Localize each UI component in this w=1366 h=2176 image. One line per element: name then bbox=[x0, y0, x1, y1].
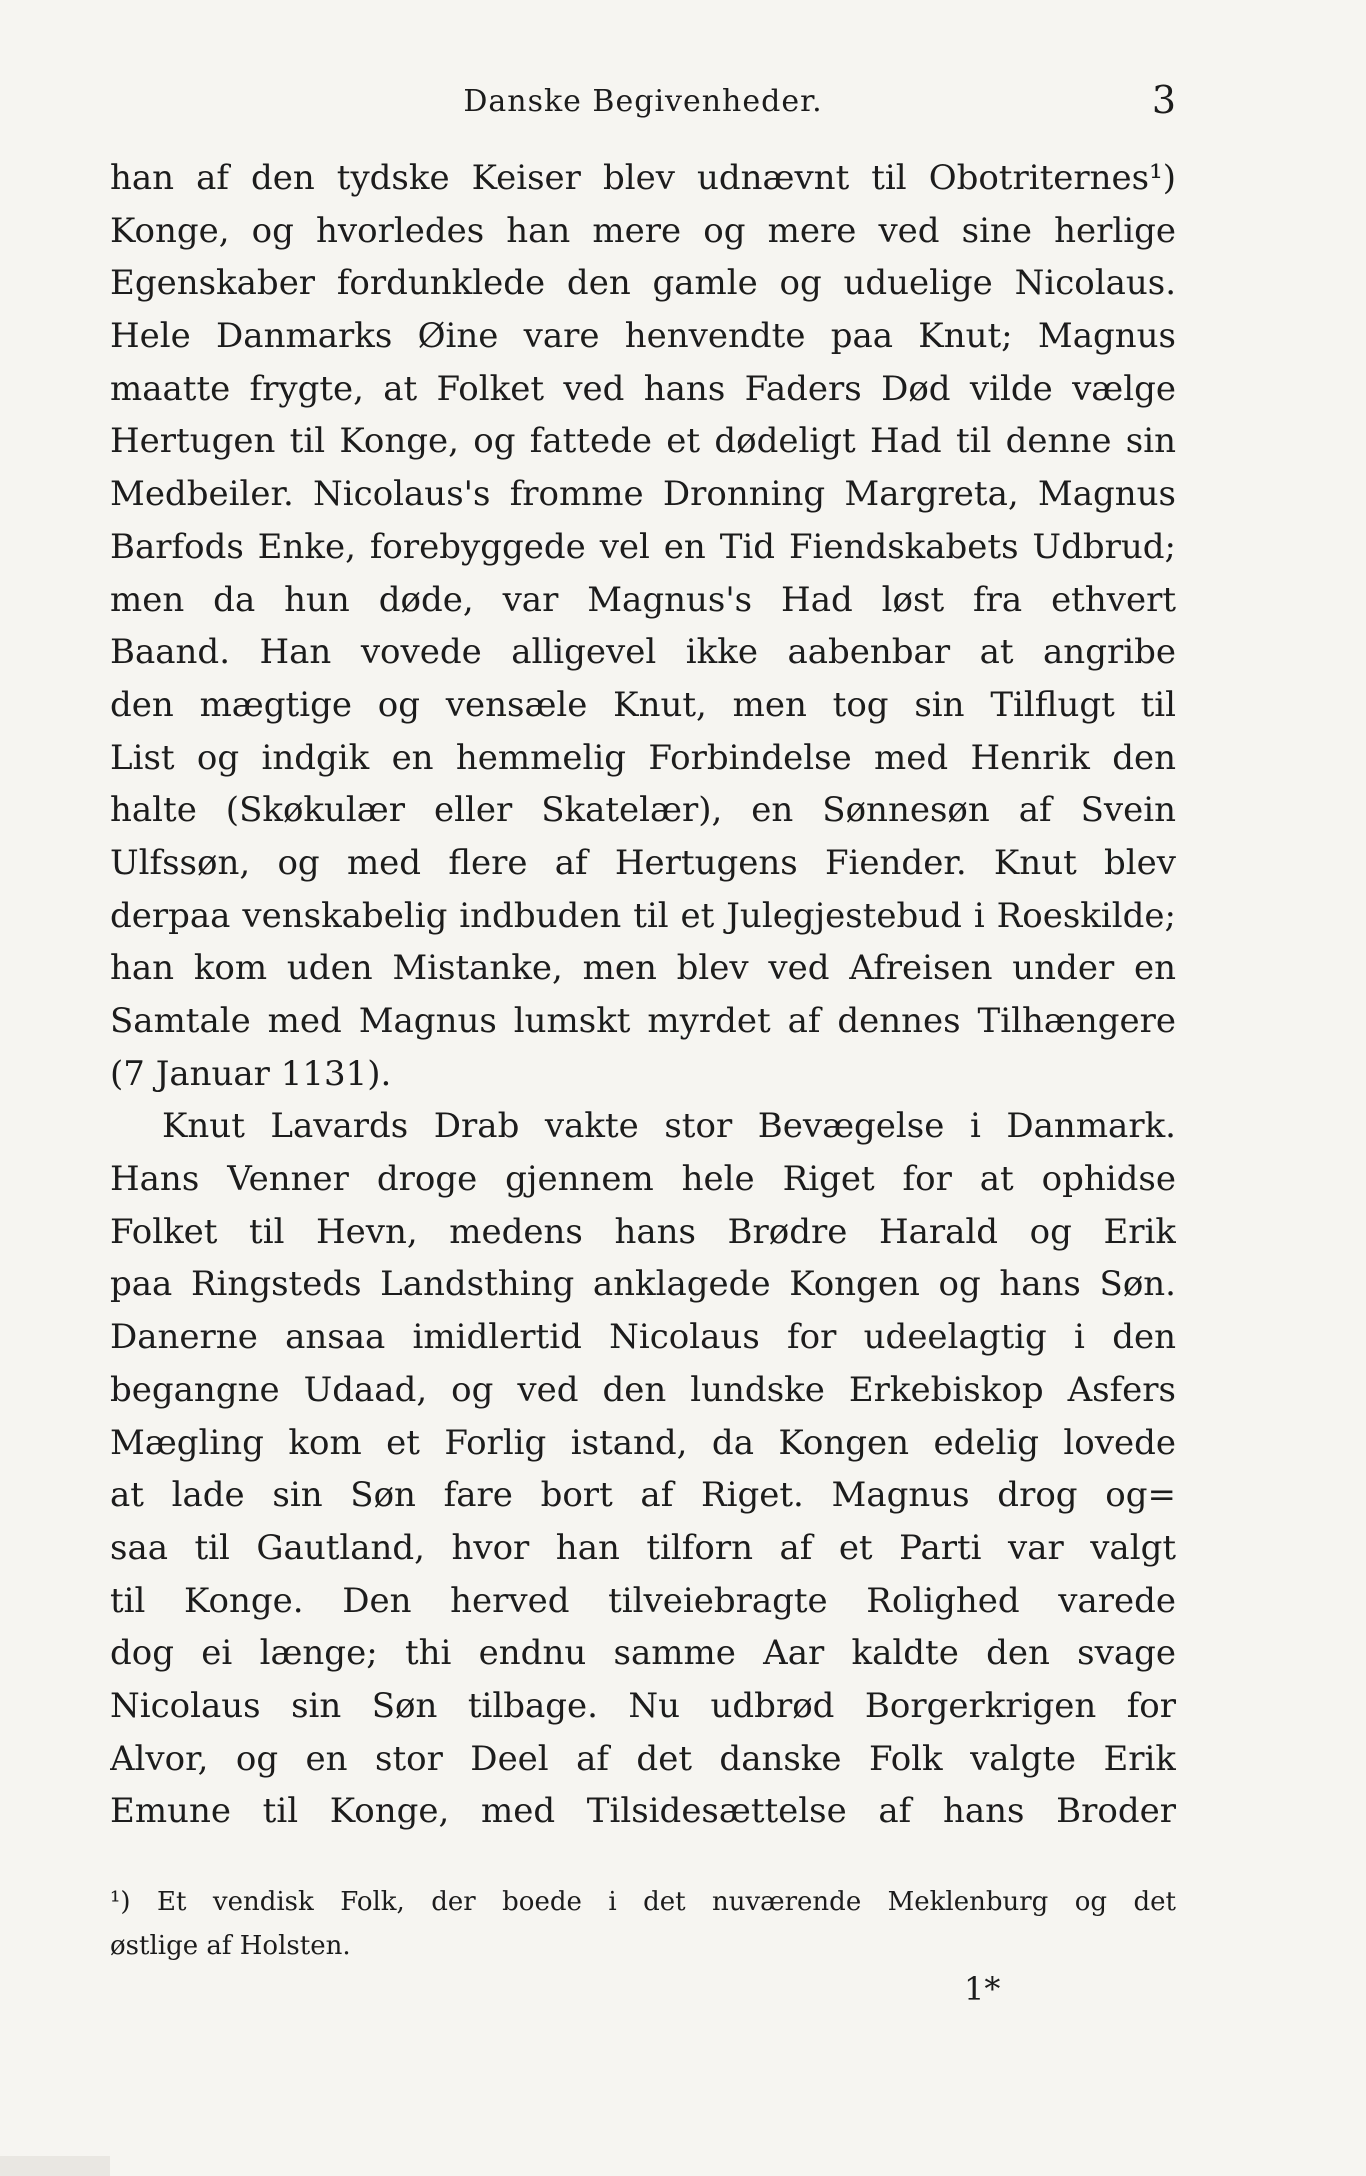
text-line: til Konge. Den herved tilveiebragte Rolighed varede bbox=[110, 1580, 1176, 1621]
text-line: Knut Lavards Drab vakte stor Bevægelse i Danmark. bbox=[162, 1106, 1176, 1147]
text-line: Folket til Hevn, medens hans Brødre Harald og Erik bbox=[110, 1211, 1176, 1252]
text-line: men da hun døde, var Magnus's Had løst fra ethvert bbox=[110, 579, 1176, 620]
page-edge bbox=[0, 2156, 110, 2176]
text-line: Barfods Enke, forebyggede vel en Tid Fiendskabets Udbrud; bbox=[110, 526, 1176, 567]
text-line: begangne Udaad, og ved den lundske Erkebiskop Asfers bbox=[110, 1369, 1176, 1410]
text-line: halte (Skøkulær eller Skatelær), en Sønnesøn af Svein bbox=[110, 790, 1176, 831]
text-line: derpaa venskabelig indbuden til et Julegjestebud i Roeskilde; bbox=[110, 895, 1176, 936]
text-line: saa til Gautland, hvor han tilforn af et Parti var valgt bbox=[110, 1527, 1176, 1568]
text-line: Alvor, og en stor Deel af det danske Folk valgte Erik bbox=[110, 1738, 1176, 1779]
text-line: Hans Venner droge gjennem hele Riget for at ophidse bbox=[110, 1159, 1176, 1200]
text-line: maatte frygte, at Folket ved hans Faders Død vilde vælge bbox=[110, 368, 1176, 409]
text-line: Nicolaus sin Søn tilbage. Nu udbrød Borgerkrigen for bbox=[110, 1685, 1176, 1726]
text-line: han kom uden Mistanke, men blev ved Afreisen under en bbox=[110, 948, 1176, 989]
body-text bbox=[110, 152, 1176, 1838]
text-line: Ulfssøn, og med flere af Hertugens Fiender. Knut blev bbox=[110, 842, 1176, 883]
text-line: List og indgik en hemmelig Forbindelse med Henrik den bbox=[110, 737, 1176, 778]
text-line: Hele Danmarks Øine vare henvendte paa Knut; Magnus bbox=[110, 316, 1176, 357]
text-line: Egenskaber fordunklede den gamle og uduelige Nicolaus. bbox=[110, 263, 1176, 304]
footnote-line: østlige af Holsten. bbox=[110, 1931, 351, 1961]
text-line: dog ei længe; thi endnu samme Aar kaldte den svage bbox=[110, 1633, 1176, 1674]
text-line: Samtale med Magnus lumskt myrdet af dennes Tilhængere bbox=[110, 1001, 1176, 1041]
text-line: Medbeiler. Nicolaus's fromme Dronning Margreta, Magnus bbox=[110, 474, 1176, 515]
text-line: Danerne ansaa imidlertid Nicolaus for udeelagtig i den bbox=[110, 1317, 1176, 1358]
footnote-line: ¹) Et vendisk Folk, der boede i det nuværende Meklenburg og det bbox=[110, 1887, 1176, 1917]
page-number: 3 bbox=[1151, 78, 1176, 122]
text-line: Mægling kom et Forlig istand, da Kongen edelig lovede bbox=[110, 1422, 1176, 1463]
text-line: han af den tydske Keiser blev udnævnt til Obotriternes¹) bbox=[110, 158, 1176, 198]
text-line: Emune til Konge, med Tilsidesættelse af hans Broder bbox=[110, 1791, 1176, 1832]
text-line: (7 Januar 1131). bbox=[110, 1053, 392, 1094]
text-line: paa Ringsteds Landsthing anklagede Kongen og hans Søn. bbox=[110, 1264, 1176, 1305]
footnote bbox=[110, 1880, 1176, 1968]
text-line: den mægtige og vensæle Knut, men tog sin Tilflugt til bbox=[110, 684, 1176, 725]
text-line: Baand. Han vovede alligevel ikke aabenbar at angribe bbox=[110, 632, 1176, 673]
signature-mark: 1* bbox=[964, 1970, 1001, 2008]
text-line: Hertugen til Konge, og fattede et dødeligt Had til denne sin bbox=[110, 421, 1176, 462]
text-line: Konge, og hvorledes han mere og mere ved sine herlige bbox=[110, 210, 1176, 251]
text-line: at lade sin Søn fare bort af Riget. Magnus drog og= bbox=[110, 1475, 1176, 1516]
page-header bbox=[110, 78, 1176, 128]
running-head: Danske Begivenheder. bbox=[463, 84, 823, 119]
